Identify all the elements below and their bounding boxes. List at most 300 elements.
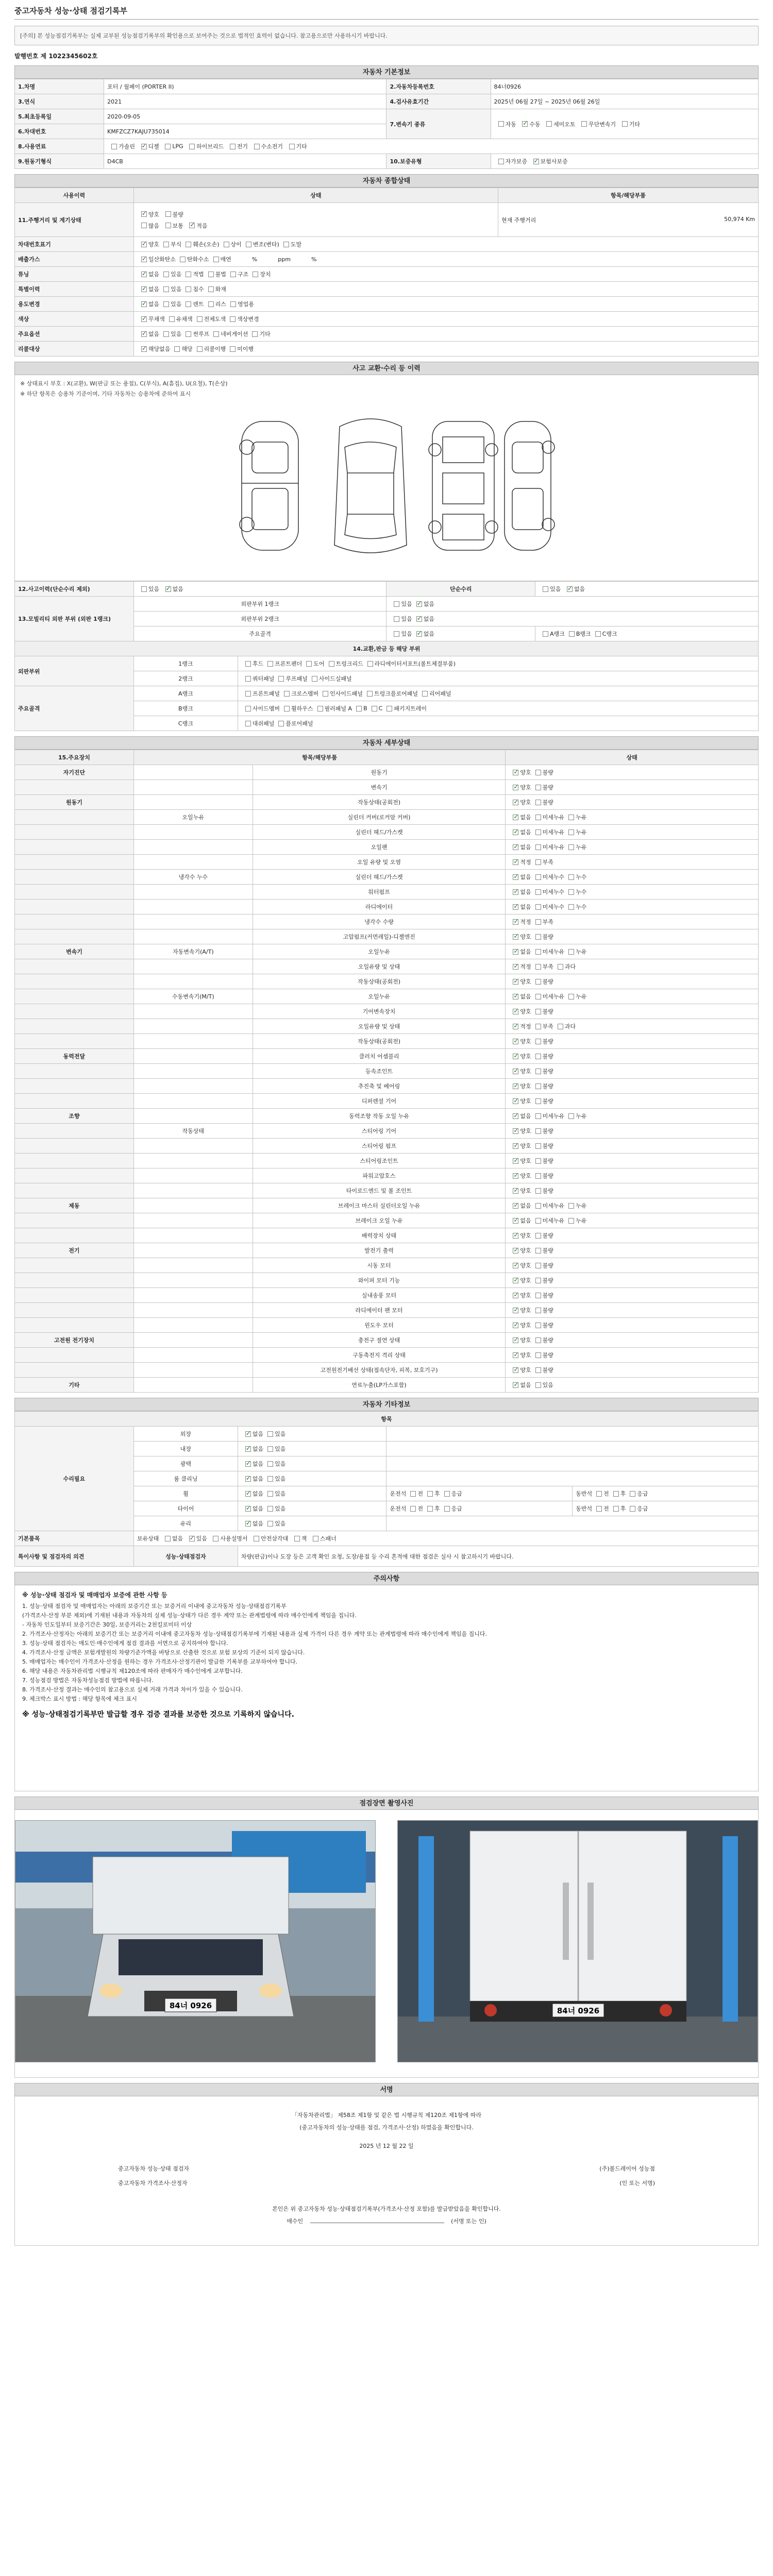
overall-option-checkbox[interactable] (230, 346, 236, 352)
overall-option-checkbox[interactable] (163, 301, 169, 307)
extra-option-checkbox[interactable] (245, 1521, 251, 1527)
detail-option-checkbox[interactable] (535, 1233, 541, 1239)
rank-part-checkbox[interactable] (278, 721, 284, 726)
detail-option-checkbox[interactable] (535, 800, 541, 805)
extra-option-checkbox[interactable] (245, 1476, 251, 1482)
detail-option-checkbox[interactable] (568, 815, 574, 820)
fuel-label: 8.사용연료 (15, 139, 104, 154)
fuel-checkbox-3[interactable] (165, 144, 171, 149)
extra-option-checkbox[interactable] (267, 1491, 273, 1497)
detail-option-checkbox[interactable] (513, 1293, 518, 1298)
overall-option-checkbox[interactable] (213, 331, 219, 337)
rank-part-checkbox[interactable] (245, 676, 251, 682)
detail-option-checkbox[interactable] (535, 1113, 541, 1119)
fuel-checkbox-1[interactable] (111, 144, 117, 149)
outer-rank1-yes[interactable] (394, 601, 399, 607)
transmission-checkbox-2[interactable] (522, 121, 528, 127)
transmission-checkbox-3[interactable] (546, 121, 552, 127)
detail-row (15, 900, 759, 914)
rank-part-checkbox[interactable] (306, 661, 312, 667)
extra-option-checkbox[interactable] (245, 1491, 251, 1497)
detail-option-checkbox[interactable] (568, 994, 574, 999)
detail-option-checkbox[interactable] (535, 1083, 541, 1089)
detail-group (15, 1064, 134, 1079)
detail-option-checkbox[interactable] (535, 904, 541, 910)
detail-option-checkbox[interactable] (535, 844, 541, 850)
detail-option-checkbox[interactable] (535, 1039, 541, 1044)
detail-subgroup: 작동상태 (133, 1124, 253, 1139)
rank-part-checkbox[interactable] (284, 706, 290, 711)
extra-side-checkbox[interactable] (427, 1491, 433, 1497)
overall-option-checkbox[interactable] (174, 346, 180, 352)
detail-row (15, 1168, 759, 1183)
extra-option-checkbox[interactable] (267, 1461, 273, 1467)
simple-repair-options: 있음 ✓ 없음 (535, 582, 759, 597)
extra-side-checkbox[interactable] (427, 1506, 433, 1512)
detail-item: 와이퍼 모터 기능 (253, 1273, 506, 1288)
rank-parts: 후드 프론트펜더 도어 트렁크리드 라디에이터서포트(볼트체결부품) (238, 656, 758, 671)
detail-group: 동력전달 (15, 1049, 134, 1064)
overall-option-checkbox[interactable] (197, 316, 203, 322)
caution-box (14, 1585, 759, 1791)
overall-option-checkbox[interactable] (186, 286, 191, 292)
sign-box (14, 2096, 759, 2246)
overall-option-checkbox[interactable] (208, 272, 214, 277)
rank-part-checkbox[interactable] (317, 706, 323, 711)
detail-group (15, 1258, 134, 1273)
rank-part-checkbox[interactable] (312, 676, 317, 682)
engine-type-label: 9.원동기형식 (15, 154, 104, 169)
detail-group (15, 1034, 134, 1049)
detail-option-checkbox[interactable] (535, 1054, 541, 1059)
extra-side-checkbox[interactable] (630, 1506, 635, 1512)
rank-part-checkbox[interactable] (278, 676, 284, 682)
overall-option-checkbox[interactable] (230, 316, 236, 322)
extra-side-checkbox[interactable] (444, 1506, 450, 1512)
rank-part-checkbox[interactable] (356, 706, 362, 711)
detail-option-checkbox[interactable] (535, 1143, 541, 1149)
basic-item-spanner[interactable] (313, 1536, 318, 1541)
detail-option-checkbox[interactable] (513, 1382, 518, 1388)
overall-option-checkbox[interactable] (253, 272, 258, 277)
detail-options: ✓ 양호 불량 (506, 1228, 759, 1243)
extra-info-title: 자동차 기타정보 (14, 1398, 759, 1411)
accident-options: 있음 ✓ 없음 (133, 582, 386, 597)
detail-option-checkbox[interactable] (558, 1024, 563, 1029)
outer-rank2-yes[interactable] (394, 616, 399, 622)
detail-option-checkbox[interactable] (535, 1218, 541, 1224)
outer-rank1-no[interactable] (416, 601, 422, 607)
detail-option-checkbox[interactable] (513, 949, 518, 955)
detail-option-checkbox[interactable] (513, 979, 518, 985)
fuel-checkbox-2[interactable] (141, 144, 147, 149)
detail-option-checkbox[interactable] (535, 1293, 541, 1298)
detail-option-checkbox[interactable] (513, 889, 518, 895)
overall-option-checkbox[interactable] (213, 257, 219, 262)
detail-option-checkbox[interactable] (535, 1263, 541, 1268)
basic-item-triangle[interactable] (254, 1536, 259, 1541)
overall-header-1: 사용이력 (15, 188, 134, 203)
overall-option-checkbox[interactable] (224, 242, 229, 247)
detail-subgroup (133, 1258, 253, 1273)
inspection-period-label: 4.검사유효기간 (386, 94, 491, 109)
detail-option-checkbox[interactable] (535, 1203, 541, 1209)
overall-option-checkbox[interactable] (141, 242, 147, 247)
inspector-name: (주)볼드레이어 성능점 (599, 2165, 655, 2172)
detail-options: ✓ 양호 불량 (506, 1124, 759, 1139)
detail-option-checkbox[interactable] (513, 1218, 518, 1224)
overall-option-checkbox[interactable] (246, 242, 251, 247)
detail-option-checkbox[interactable] (568, 829, 574, 835)
overall-option-checkbox[interactable] (163, 272, 169, 277)
fuel-checkbox-6[interactable] (254, 144, 260, 149)
detail-row (15, 825, 759, 840)
detail-option-checkbox[interactable] (535, 1248, 541, 1253)
detail-subgroup (133, 855, 253, 870)
detail-option-checkbox[interactable] (535, 1188, 541, 1194)
detail-option-checkbox[interactable] (535, 1128, 541, 1134)
detail-row (15, 1034, 759, 1049)
detail-option-checkbox[interactable] (513, 1188, 518, 1194)
basic-info-title: 자동차 기본정보 (14, 65, 759, 79)
detail-options: ✓ 양호 불량 (506, 1288, 759, 1303)
detail-option-checkbox[interactable] (568, 844, 574, 850)
accident-history-title: 사고 교환·수리 등 이력 (14, 362, 759, 375)
detail-option-checkbox[interactable] (535, 1173, 541, 1179)
frame-a-rank[interactable] (543, 631, 548, 637)
detail-option-checkbox[interactable] (535, 829, 541, 835)
detail-option-checkbox[interactable] (513, 859, 518, 865)
detail-group (15, 1273, 134, 1288)
detail-row (15, 1333, 759, 1348)
rank-label: 1랭크 (133, 656, 238, 671)
caution-lines (22, 1602, 751, 1704)
detail-option-checkbox[interactable] (513, 1173, 518, 1179)
detail-option-checkbox[interactable] (568, 889, 574, 895)
frame-b-rank[interactable] (569, 631, 575, 637)
detail-option-checkbox[interactable] (513, 1069, 518, 1074)
opinion-text: 차량(판금)이나 도장 등은 고객 확인 요청, 도장/용접 등 수리 흔적에 대한 점검은 실사 시 참고하시기 바랍니다. (238, 1546, 758, 1567)
extra-option-checkbox[interactable] (245, 1446, 251, 1452)
caution-line: 7. 성능점검 방법은 자동차성능점검 방법에 따릅니다. (22, 1677, 154, 1684)
detail-option-checkbox[interactable] (558, 964, 563, 970)
rear-photo (397, 1820, 758, 2062)
transmission-checkbox-1[interactable] (498, 121, 504, 127)
overall-option-checkbox[interactable] (141, 272, 147, 277)
detail-option-checkbox[interactable] (513, 994, 518, 999)
accident-yes-checkbox[interactable] (141, 586, 147, 592)
detail-option-checkbox[interactable] (513, 1248, 518, 1253)
detail-option-checkbox[interactable] (513, 844, 518, 850)
basic-item-none[interactable] (165, 1536, 171, 1541)
detail-option-checkbox[interactable] (535, 1158, 541, 1164)
detail-item: 구동축전지 격리 상태 (253, 1348, 506, 1363)
detail-option-checkbox[interactable] (535, 1337, 541, 1343)
detail-group (15, 1183, 134, 1198)
detail-row (15, 1273, 759, 1288)
warranty-checkbox-2[interactable] (533, 159, 539, 164)
rank-part-checkbox[interactable] (422, 691, 428, 697)
detail-row (15, 959, 759, 974)
extra-option-checkbox[interactable] (267, 1506, 273, 1512)
rank-part-checkbox[interactable] (267, 661, 273, 667)
frame-c-rank[interactable] (595, 631, 601, 637)
detail-option-checkbox[interactable] (535, 889, 541, 895)
detail-item: 시동 모터 (253, 1258, 506, 1273)
detail-option-checkbox[interactable] (513, 1128, 518, 1134)
car-frame-view (429, 421, 498, 550)
detail-subgroup (133, 1168, 253, 1183)
rank-part-checkbox[interactable] (284, 691, 290, 697)
overall-option-checkbox[interactable] (186, 331, 191, 337)
detail-option-checkbox[interactable] (535, 1382, 541, 1388)
overall-option-checkbox[interactable] (141, 257, 147, 262)
overall-option-checkbox[interactable] (163, 331, 169, 337)
detail-option-checkbox[interactable] (535, 1069, 541, 1074)
detail-option-checkbox[interactable] (535, 859, 541, 865)
extra-side-checkbox[interactable] (613, 1506, 619, 1512)
fuel-checkbox-5[interactable] (230, 144, 236, 149)
detail-option-checkbox[interactable] (568, 904, 574, 910)
mileage-good-checkbox[interactable] (141, 211, 147, 217)
overall-option-checkbox[interactable] (180, 257, 186, 262)
mileage-mid-checkbox[interactable] (165, 223, 171, 228)
detail-options: ✓ 적정 부족 과다 (506, 959, 759, 974)
mileage-low-checkbox[interactable] (189, 223, 195, 228)
detail-option-checkbox[interactable] (568, 949, 574, 955)
extra-option-checkbox[interactable] (267, 1446, 273, 1452)
detail-option-checkbox[interactable] (535, 874, 541, 880)
extra-side-checkbox[interactable] (410, 1491, 416, 1497)
detail-option-checkbox[interactable] (513, 1083, 518, 1089)
detail-option-checkbox[interactable] (535, 785, 541, 790)
diagram-legend-2: ※ 하단 항목은 승용차 기준이며, 기타 자동차는 승용차에 준하여 표시 (20, 391, 191, 397)
detail-options: ✓ 양호 불량 (506, 1303, 759, 1318)
detail-option-checkbox[interactable] (513, 785, 518, 790)
detail-row (15, 1348, 759, 1363)
detail-options: ✓ 양호 불량 (506, 1168, 759, 1183)
detail-options: ✓ 양호 불량 (506, 765, 759, 780)
detail-option-checkbox[interactable] (535, 1367, 541, 1373)
overall-option-checkbox[interactable] (163, 242, 169, 247)
detail-option-checkbox[interactable] (513, 815, 518, 820)
plate-value: 84너0926 (491, 79, 759, 94)
basic-item-manual[interactable] (213, 1536, 219, 1541)
detail-options: ✓ 없음 미세누유 누유 (506, 1198, 759, 1213)
overall-option-checkbox[interactable] (141, 316, 147, 322)
fuel-checkbox-4[interactable] (189, 144, 195, 149)
detail-option-checkbox[interactable] (568, 1218, 574, 1224)
detail-option-checkbox[interactable] (535, 1278, 541, 1283)
detail-option-checkbox[interactable] (535, 1009, 541, 1014)
rank-part-checkbox[interactable] (372, 706, 377, 711)
detail-option-checkbox[interactable] (513, 800, 518, 805)
detail-option-checkbox[interactable] (568, 874, 574, 880)
extra-side-checkbox[interactable] (410, 1506, 416, 1512)
opinion-label: 특이사항 및 점검자의 의견 (15, 1546, 134, 1567)
detail-option-checkbox[interactable] (513, 1337, 518, 1343)
detail-group (15, 914, 134, 929)
detail-group: 고전원 전기장치 (15, 1333, 134, 1348)
warranty-checkbox-1[interactable] (498, 159, 504, 164)
detail-option-checkbox[interactable] (513, 904, 518, 910)
detail-option-checkbox[interactable] (535, 1308, 541, 1313)
detail-subgroup (133, 1198, 253, 1213)
rank-part-checkbox[interactable] (367, 691, 373, 697)
detail-item: 작동상태(공회전) (253, 1034, 506, 1049)
detail-options: ✓ 양호 불량 (506, 1154, 759, 1168)
overall-option-checkbox[interactable] (208, 286, 214, 292)
outer-rank2-no[interactable] (416, 616, 422, 622)
basic-item-yes[interactable] (189, 1536, 195, 1541)
detail-row (15, 1049, 759, 1064)
detail-option-checkbox[interactable] (513, 1024, 518, 1029)
extra-option-checkbox[interactable] (267, 1431, 273, 1437)
overall-option-checkbox[interactable] (141, 331, 147, 337)
overall-option-checkbox[interactable] (208, 301, 214, 307)
caution-line: 1. 성능·상태 점검자 및 매매업자는 아래의 보증기간 또는 보증거리 이내에 중고자동차 성능·상태점검기록부 (22, 1603, 287, 1609)
detail-option-checkbox[interactable] (535, 934, 541, 940)
overall-option-checkbox[interactable] (141, 301, 147, 307)
detail-option-checkbox[interactable] (513, 1113, 518, 1119)
extra-item: 룸 클리닝 (133, 1471, 238, 1486)
rank-part-checkbox[interactable] (245, 721, 251, 726)
detail-option-checkbox[interactable] (513, 1308, 518, 1313)
buyer-seal: (서명 또는 인) (451, 2218, 486, 2225)
extra-option-checkbox[interactable] (245, 1506, 251, 1512)
detail-option-checkbox[interactable] (535, 919, 541, 925)
detail-option-checkbox[interactable] (535, 1024, 541, 1029)
extra-option-checkbox[interactable] (267, 1476, 273, 1482)
overall-option-checkbox[interactable] (283, 242, 289, 247)
rank-part-checkbox[interactable] (245, 661, 251, 667)
detail-option-checkbox[interactable] (513, 1009, 518, 1014)
detail-subgroup (133, 900, 253, 914)
detail-option-checkbox[interactable] (513, 1039, 518, 1044)
detail-row (15, 810, 759, 825)
detail-option-checkbox[interactable] (535, 949, 541, 955)
basic-item-jack[interactable] (294, 1536, 300, 1541)
detail-option-checkbox[interactable] (513, 1263, 518, 1268)
detail-item: 고압펌프(커먼레일)-디젤엔진 (253, 929, 506, 944)
rank-part-checkbox[interactable] (329, 661, 334, 667)
detail-option-checkbox[interactable] (513, 829, 518, 835)
overall-option-checkbox[interactable] (230, 272, 236, 277)
detail-options: ✓ 양호 불량 (506, 1183, 759, 1198)
detail-option-checkbox[interactable] (513, 1278, 518, 1283)
frame-no[interactable] (416, 631, 422, 637)
extra-side-checkbox[interactable] (596, 1491, 602, 1497)
mileage-high-checkbox[interactable] (141, 223, 147, 228)
extra-side-checkbox[interactable] (630, 1491, 635, 1497)
detail-option-checkbox[interactable] (513, 770, 518, 775)
overall-option-checkbox[interactable] (169, 316, 175, 322)
extra-option-checkbox[interactable] (267, 1521, 273, 1527)
car-top-view (334, 419, 407, 553)
transmission-checkbox-4[interactable] (581, 121, 587, 127)
accident-no-checkbox[interactable] (165, 586, 171, 592)
detail-option-checkbox[interactable] (513, 1054, 518, 1059)
overall-option-checkbox[interactable] (186, 301, 191, 307)
detail-options: ✓ 양호 불량 (506, 1258, 759, 1273)
detail-item: 실린더 커버(로커암 커버) (253, 810, 506, 825)
overall-option-checkbox[interactable] (163, 286, 169, 292)
overall-option-checkbox[interactable] (186, 272, 191, 277)
detail-option-checkbox[interactable] (513, 1233, 518, 1239)
detail-option-checkbox[interactable] (513, 1143, 518, 1149)
detail-option-checkbox[interactable] (535, 994, 541, 999)
rank-part-checkbox[interactable] (386, 706, 392, 711)
detail-group (15, 900, 134, 914)
frame-yes[interactable] (394, 631, 399, 637)
detail-option-checkbox[interactable] (513, 964, 518, 970)
detail-option-checkbox[interactable] (513, 1098, 518, 1104)
transmission-checkbox-5[interactable] (622, 121, 628, 127)
detail-state-title: 자동차 세부상태 (14, 736, 759, 750)
overall-option-checkbox[interactable] (252, 331, 258, 337)
detail-option-checkbox[interactable] (535, 815, 541, 820)
overall-option-checkbox[interactable] (186, 242, 191, 247)
detail-option-checkbox[interactable] (513, 1367, 518, 1373)
detail-option-checkbox[interactable] (568, 1113, 574, 1119)
detail-option-checkbox[interactable] (513, 934, 518, 940)
opinion-sub-label: 성능·상태점검자 (133, 1546, 238, 1567)
simple-repair-no-checkbox[interactable] (567, 586, 573, 592)
rank-part-checkbox[interactable] (245, 691, 251, 697)
overall-option-checkbox[interactable] (197, 346, 203, 352)
overall-row (15, 267, 759, 282)
detail-option-checkbox[interactable] (535, 964, 541, 970)
detail-option-checkbox[interactable] (535, 770, 541, 775)
detail-option-checkbox[interactable] (535, 1352, 541, 1358)
overall-unit: % (311, 256, 317, 263)
detail-option-checkbox[interactable] (513, 1323, 518, 1328)
detail-option-checkbox[interactable] (568, 1203, 574, 1209)
mileage-bad-checkbox[interactable] (165, 211, 171, 217)
overall-option-checkbox[interactable] (230, 301, 236, 307)
extra-side-checkbox[interactable] (444, 1491, 450, 1497)
mileage-value-cell (498, 203, 758, 237)
detail-options: ✓ 양호 불량 (506, 1034, 759, 1049)
detail-option-checkbox[interactable] (513, 919, 518, 925)
overall-row-options: ✓ 없음 있음 적법 불법 구조 장치 (133, 267, 758, 282)
simple-repair-yes-checkbox[interactable] (543, 586, 548, 592)
detail-option-checkbox[interactable] (513, 874, 518, 880)
rank-part-checkbox[interactable] (245, 706, 251, 711)
detail-item: 오일유량 및 상태 (253, 1019, 506, 1034)
detail-options: ✓ 양호 불량 (506, 1348, 759, 1363)
detail-option-checkbox[interactable] (535, 979, 541, 985)
detail-option-checkbox[interactable] (535, 1323, 541, 1328)
extra-side-checkbox[interactable] (596, 1506, 602, 1512)
detail-option-checkbox[interactable] (513, 1203, 518, 1209)
extra-option-checkbox[interactable] (245, 1431, 251, 1437)
detail-option-checkbox[interactable] (535, 1098, 541, 1104)
rank-part-checkbox[interactable] (323, 691, 328, 697)
detail-option-checkbox[interactable] (513, 1158, 518, 1164)
caution-line: - 자동차 인도일부터 보증기간은 30일, 보증거리는 2천킬로미터 이상 (22, 1621, 192, 1628)
overall-option-checkbox[interactable] (141, 286, 147, 292)
fuel-checkbox-7[interactable] (289, 144, 295, 149)
overall-option-checkbox[interactable] (141, 346, 147, 352)
rank-part-checkbox[interactable] (367, 661, 373, 667)
detail-option-checkbox[interactable] (513, 1352, 518, 1358)
detail-options: ✓ 양호 불량 (506, 1064, 759, 1079)
extra-option-checkbox[interactable] (245, 1461, 251, 1467)
rank-label: C랭크 (133, 716, 238, 731)
detail-subgroup (133, 1273, 253, 1288)
extra-side-checkbox[interactable] (613, 1491, 619, 1497)
